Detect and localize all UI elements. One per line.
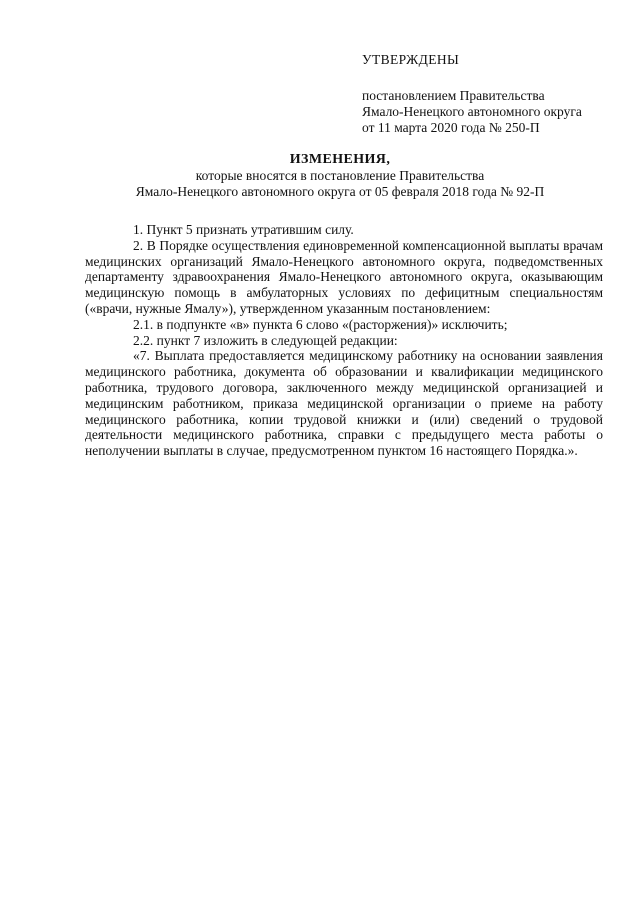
approval-line-date: от 11 марта 2020 года № 250-П	[362, 120, 540, 135]
approval-line-decree: постановлением Правительства	[362, 88, 545, 103]
approval-line-region: Ямало-Ненецкого автономного округа	[362, 104, 582, 119]
paragraph-new-item-7: «7. Выплата предоставляется медицинскому работнику на основании заявления медицинского работника, документа об образовании и квалификации медицинского работника, трудового договора, заключенного между медицинской организацией и медицинским работником, приказа медицинской организации о приеме на работу медицинского работника, копии трудовой книжки и (или) сведений о трудовой деятельности медицинского работника, справки с предыдущего места работы о неполучении выплаты в случае, предусмотренном пунктом 16 настоящего Порядка.».	[85, 348, 603, 459]
paragraph-item-1: 1. Пункт 5 признать утратившим силу.	[133, 222, 354, 237]
document-title: ИЗМЕНЕНИЯ,	[289, 152, 391, 167]
approval-block	[362, 52, 622, 136]
document-subtitle-line-1: которые вносятся в постановление Правительства	[195, 168, 485, 183]
paragraph-item-2-2: 2.2. пункт 7 изложить в следующей редакции:	[133, 332, 398, 348]
approval-stamp-title: УТВЕРЖДЕНЫ	[362, 52, 460, 67]
document-body	[85, 222, 603, 459]
document-heading	[80, 152, 600, 200]
document-subtitle-line-2: Ямало-Ненецкого автономного округа от 05 февраля 2018 года № 92-П	[135, 184, 545, 199]
paragraph-item-2-1: 2.1. в подпункте «в» пункта 6 слово «(расторжения)» исключить;	[133, 316, 508, 332]
paragraph-item-2: 2. В Порядке осуществления единовременной компенсационной выплаты врачам медицинских организаций Ямало-Ненецкого автономного округа, подведомственных департаменту здравоохранения Ямало-Ненецкого автономного округа, оказывающим медицинскую помощь в амбулаторных условиях по дефицитным специальностям («врачи, нужные Ямалу»), утвержденном указанным постановлением:	[85, 237, 603, 316]
